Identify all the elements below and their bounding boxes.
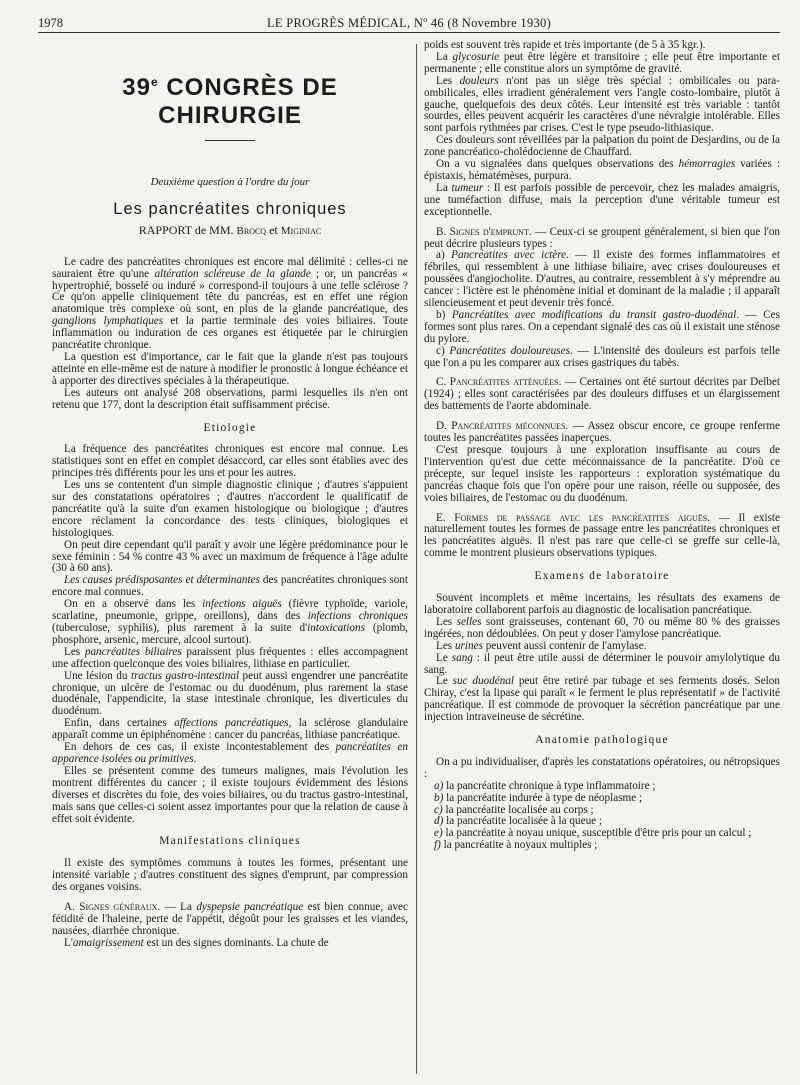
paragraph: Les douleurs n'ont pas un siège très spécial : ombilicales ou para-ombilicales, elles irradient généralement vers l'angle costo-lombaire, plutôt à gauche, quelquefois des deux côtés. Leur intensité est très variable : tantôt sourdes, elles peuvent acquérir les caractères d'une névralgie intolérable. Elles sont parfois rythmées par crises. C'est le type pseudo-lithiasique.: [424, 74, 780, 135]
paragraph: B. Signes d'emprunt. — Ceux-ci se groupent généralement, si bien que l'on peut décrire plusieurs types :: [424, 225, 781, 250]
left-column: [52, 40, 408, 950]
paragraph: La tumeur : Il est parfois possible de percevoir, chez les malades amaigris, une tuméfaction diffuse, mais la perception d'une véritable tumeur est exceptionnelle.: [424, 181, 780, 218]
list-item: e) la pancréatite à noyau unique, susceptible d'être pris pour un calcul ;: [434, 827, 752, 840]
right-column: [424, 40, 780, 852]
paragraph: Souvent incomplets et même incertains, les résultats des examens de laboratoire collaborent parfois au diagnostic de localisation pancréatique.: [424, 592, 780, 616]
paragraph: b) Pancréatites avec modifications du transit gastro-duodénal. — Ces formes sont plus rares. On a cependant signalé des cas où il existait une sténose du pylore.: [424, 308, 780, 345]
paragraph: En dehors de ces cas, il existe incontestablement des pancréatites en apparence isolées ou primitives.: [52, 741, 408, 765]
subject-title: Les pancréatites chroniques: [113, 199, 347, 218]
list-item: a) la pancréatite chronique à type inflammatoire ;: [434, 779, 656, 792]
paragraph: Enfin, dans certaines affections pancréatiques, la sclérose glandulaire apparaît comme un épiphénomène : cancer du pancréas, lithiase pancréatique.: [52, 717, 408, 742]
list-item: d) la pancréatite localisée à la queue ;: [434, 815, 603, 828]
paragraph: Elles se présentent comme des tumeurs malignes, mais l'évolution les montrent différentes du cancer ; il existe toujours évidemment des lésions diverses et discrètes du foie, des voies biliaires, ou du tractus gastro-intestinal, mais sans que celles-ci soient assez importantes pour que la relation de cause à effet soit évidente.: [52, 764, 408, 825]
paragraph: E. Formes de passage avec les pancréatites aiguës. — Il existe naturellement toutes les formes de passage entre les pancréatites chroniques et les pancréatites aiguës. Il n'est pas rare que celle-ci se greffe sur celle-là, comme le montrent plusieurs observations typiques.: [424, 511, 780, 560]
column-divider: [416, 44, 417, 1074]
list-item: b) la pancréatite indurée à type de néoplasme ;: [434, 791, 643, 804]
paragraph: C. Pancréatites atténuées. — Certaines ont été surtout décrites par Delbet (1924) ; elles sont caractérisées par des douleurs diffuses et un élargissement des battements de l'aorte abdominale.: [424, 376, 781, 413]
paragraph: On peut dire cependant qu'il paraît y avoir une légère prédominance pour le sexe féminin : 54 % contre 43 % avec un maximum de fréquence à l'âge adulte (30 à 60 ans).: [52, 538, 408, 575]
paragraph: On en a observé dans les infections aiguës (fièvre typhoïde, variole, scarlatine, pneumonie, grippe, oreillons), dans des infections chroniques (tuberculose, syphilis), plus rarement à la suite d'intoxications (plomb, phosphore, arsenic, mercure, alcool surtout).: [52, 598, 408, 646]
section-heading-etiologie: Etiologie: [203, 421, 257, 434]
paragraph: La question est d'importance, car le fait que la glande n'est pas toujours atteinte en elle-même est de nature à modifier le pronostic à longue échéance et à apporter des directives spéciales à la thérapeutique.: [52, 350, 408, 387]
paragraph: Une lésion du tractus gastro-intestinal peut aussi engendrer une pancréatite chronique, un ulcère de l'estomac ou du duodénum, plus rarement la stase duodénale, l'appendicite, la stase intestinale chronique, les diverticules du duodénum.: [52, 669, 408, 718]
report-authors: RAPPORT de MM. Brocq et Miginiac: [138, 222, 322, 237]
running-header: [38, 14, 780, 33]
paragraph: a) Pancréatites avec ictère. — Il existe des formes inflammatoires et fébriles, qui ressemblent à une lithiase biliaire, avec crises douloureuses et poussées d'angiocholite. D'autres, au contraire, ressemblent à s'y méprendre au cancer : l'ictère est le phénomène initial et dominant de la maladie ; il apparaît silencieusement et peut devenir très foncé.: [424, 249, 780, 310]
list-item: c) la pancréatite localisée au corps ;: [434, 803, 594, 816]
page-number: 1978: [38, 16, 63, 30]
paragraph: A. Signes généraux. — La dyspepsie pancréatique est bien connue, avec fétidité de l'haleine, perte de l'appétit, dégoût pour les graisses et les viandes, nausées, diarrhée chronique.: [52, 901, 408, 937]
anatomy-list: [424, 781, 780, 852]
paragraph: Le cadre des pancréatites chroniques est encore mal délimité : celles-ci ne sauraient être qu'une altération scléreuse de la glande ; or, un pancréas « hypertrophié, bosselé ou induré » correspond-il toujours à une telle sclérose ? Ce qu'on appelle cliniquement tête du pancréas, est en effet une région anatomique très complexe où sont, en plus de la glande pancréatique, des ganglions lymphatiques et la partie terminale des voies biliaires. Toute inflammation ou induration de ces organes est étiquetée par le chirurgien pancréatite chronique.: [52, 255, 408, 352]
paragraph: Les auteurs ont analysé 208 observations, parmi lesquelles ils n'en ont retenu que 177, dont la description était suffisamment précise.: [52, 386, 408, 411]
section-heading-manifestations: Manifestations cliniques: [159, 835, 301, 848]
title-rule: [205, 140, 255, 141]
paragraph: poids est souvent très rapide et très importante (de 5 à 35 kgr.).: [424, 39, 706, 51]
paragraph: Les uns se contentent d'un simple diagnostic clinique ; d'autres s'appuient sur des constatations opératoires ; d'autres n'accordent le qualificatif de pancréatite qu'à la suite d'un examen histologique ou biologique ; d'autres encore réclament la concordance des tests cliniques, biologiques et histologiques.: [52, 479, 408, 539]
paragraph: Les pancréatites biliaires paraissent plus fréquentes : elles accompagnent une affection quelconque des voies biliaires, lithiase en particulier.: [52, 645, 408, 670]
paragraph: c) Pancréatites douloureuses. — L'intensité des douleurs est parfois telle que l'on a pu les comparer aux crises gastriques du tabès.: [424, 344, 780, 369]
paragraph: La fréquence des pancréatites chroniques est encore mal connue. Les statistiques sont en effet en complet désaccord, car elles sont établies avec des principes très différents pour les uns et pour les autres.: [52, 443, 408, 480]
paragraph: Il existe des symptômes communs à toutes les formes, présentant une intensité variable ; d'autres constituent des signes d'emprunt, par compression des organes voisins.: [52, 857, 408, 894]
section-heading-anatomie: Anatomie pathologique: [535, 734, 669, 747]
paragraph: Les selles sont graisseuses, contenant 60, 70 ou même 80 % des graisses ingérées, non dédoublées. On peut y doser l'amylose pancréatique.: [424, 615, 780, 640]
paragraph: Le suc duodénal peut être retiré par tubage et ses ferments dosés. Selon Chiray, c'est la lipase qui paraît « le ferment le plus représentatif » de l'activité pancréatique. Il est commode de provoquer la sécrétion pancréatique par une injection intraveineuse de sécrétine.: [424, 675, 780, 724]
paragraph: Le sang : il peut être utile aussi de déterminer le pouvoir amylolytique du sang.: [424, 651, 780, 676]
paragraph: L'amaigrissement est un des signes dominants. La chute de: [64, 936, 329, 949]
section-heading-laboratoire: Examens de laboratoire: [534, 570, 670, 583]
paragraph: Les causes prédisposantes et déterminantes des pancréatites chroniques sont encore mal connues.: [52, 574, 408, 599]
paragraph: La glycosurie peut être légère et transitoire ; elle peut être importante et permanente ; elle constitue alors un symptôme de gravité.: [424, 50, 780, 75]
question-subtitle: Deuxième question à l'ordre du jour: [150, 176, 310, 188]
paragraph: Ces douleurs sont réveillées par la palpation du point de Desjardins, ou de la zone pancréatico-cholédocienne de Chauffard.: [424, 134, 780, 159]
journal-title: LE PROGRÈS MÉDICAL, Nº 46 (8 Novembre 1930): [266, 16, 552, 30]
paragraph: On a vu signalées dans quelques observations des hémorragies variées : épistaxis, hématémèses, purpura.: [424, 158, 780, 182]
paragraph: D. Pancréatites méconnues. — Assez obscur encore, ce groupe renferme toutes les pancréatites passées inaperçues.: [424, 420, 780, 445]
paragraph: C'est presque toujours à une exploration insuffisante au cours de l'intervention qu'est due cette méconnaissance de la pancréatite. D'où ce précepte, sur lequel insiste les rapporteurs : exploration systématique du pancréas chaque fois que l'on opère pour une raison, réelle ou supposée, des voies biliaires, de l'estomac ou du duodénum.: [424, 444, 780, 504]
congress-title: 39e CONGRÈS DE CHIRURGIE: [122, 74, 338, 129]
list-item: f) la pancréatite à noyaux multiples ;: [434, 839, 598, 852]
paragraph: On a pu individualiser, d'après les constatations opératoires, ou nétropsiques :: [424, 755, 780, 780]
paragraph: Les urines peuvent aussi contenir de l'amylase.: [436, 639, 647, 652]
